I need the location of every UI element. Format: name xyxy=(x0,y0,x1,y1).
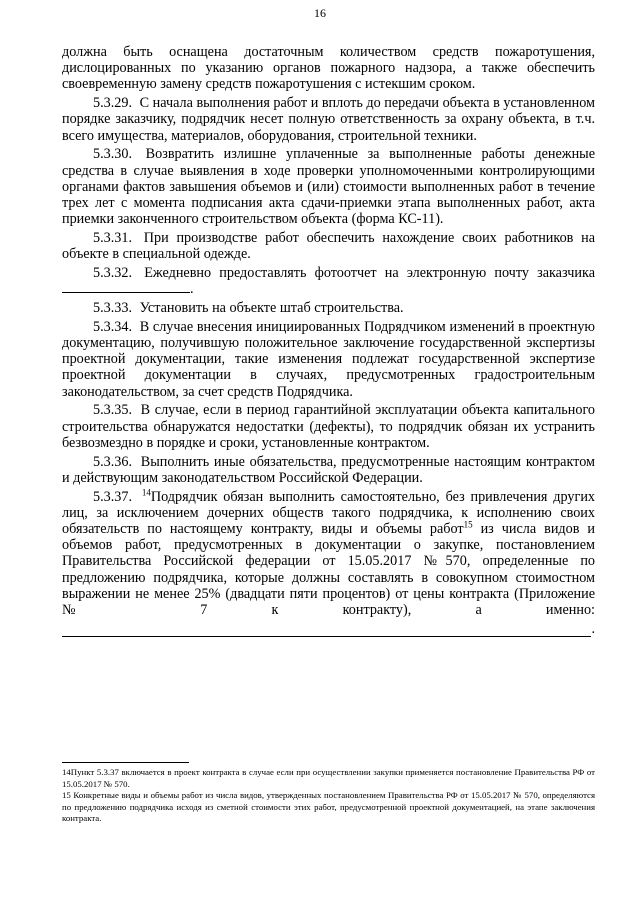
clause-5-3-33 xyxy=(62,300,595,316)
clause-text: Ежедневно предоставлять фотоотчет на электронную почту заказчика xyxy=(144,265,595,282)
clause-5-3-32 xyxy=(62,265,595,297)
clause-text-continued: из числа видов и объемов работ, предусмотренных в документации о закупке, постановлением Правительства Российской федерации от 15.05.2017 №570, определенные по предложению подрядчика, которые должны составлять в совокупном стоимостном выражении не менее 25% (двадцати пяти процентов) от цены контракта (Приложение № 7 к контракту), а именно: xyxy=(62,521,595,619)
fill-in-line xyxy=(62,621,595,637)
clause-number: 5.3.36. xyxy=(93,453,133,470)
contract-body xyxy=(62,44,595,637)
clause-text: Подрядчик обязан выполнить самостоятельно, без привлечения других лиц, за исключением дочерних обществ такого подрядчика, к исполнению своих обязательств по настоящему контракту, виды и объемы работ xyxy=(62,488,596,538)
footnote-ref-15: 15 xyxy=(463,519,473,530)
clause-number: 5.3.37. xyxy=(93,488,133,505)
clause-number: 5.3.30. xyxy=(93,146,133,163)
footnote-15: 15 Конкретные виды и объемы работ из числа видов, утвержденных постановлением Правительства РФ от 15.05.2017 № 570, определяются по предложению подрядчика исходя из сметной стоимости этих работ, предусмотренной проектной документацией, на этапе заключения контракта. xyxy=(62,790,595,824)
clause-text: При производстве работ обеспечить нахождение своих работников на объекте в специальной одежде. xyxy=(62,230,596,263)
page-number: 16 xyxy=(314,6,326,20)
clause-text: В случае, если в период гарантийной эксплуатации объекта капитального строительства обнаружатся недостатки (дефекты), то подрядчик обязан их устранить безвозмездно в порядке и сроки, установленные контрактом. xyxy=(62,402,596,451)
footnotes xyxy=(62,767,595,825)
clause-number: 5.3.35. xyxy=(93,402,133,419)
fill-in-end-mark: . xyxy=(591,620,595,637)
clause-number: 5.3.34. xyxy=(93,318,133,335)
clause-number: 5.3.33. xyxy=(93,300,133,317)
blank-rule xyxy=(62,627,591,637)
clause-5-3-30 xyxy=(62,146,595,227)
clause-text: Выполнить иные обязательства, предусмотренные настоящим контрактом и действующим законодательством Российской Федерации. xyxy=(62,453,595,486)
clause-number: 5.3.31. xyxy=(93,230,133,247)
clause-5-3-29 xyxy=(62,95,595,144)
footnote-14: 14Пункт 5.3.37 включается в проект контракта в случае если при осуществлении закупки применяется постановление Правительства РФ от 15.05.2017 № 570. xyxy=(62,767,595,789)
clause-5-3-36 xyxy=(62,454,595,486)
clause-number: 5.3.29. xyxy=(93,95,133,112)
footnote-ref-14: 14 xyxy=(141,486,151,497)
clause-5-3-35 xyxy=(62,402,595,451)
clause-text: В случае внесения инициированных Подрядчиком изменений в проектную документацию, получившую положительное заключение государственной экспертизы проектной документации, такие изменения подлежат государственной экспертизе проектной документации в случаях, предусмотренных градостроительным законодательством, за счет средств Подрядчика. xyxy=(62,318,596,400)
clause-text: С начала выполнения работ и вплоть до передачи объекта в установленном порядке заказчику, подрядчик несет полную ответственность за охрану объекта, в т.ч. всего имущества, материалов, оборудования, строительной техники. xyxy=(62,95,596,144)
clause-text: Возвратить излишне уплаченные за выполненные работы денежные средства в случае выявления в ходе проверки уполномоченными контролирующими органами фактов завышения объемов и (или) стоимости выполненных работ в течение трех лет с момента подписания акта сдачи-приемки этапа выполненных работ, акта приемки законченного строительством объекта (форма КС-11). xyxy=(62,146,596,228)
clause-5-3-31 xyxy=(62,230,595,262)
footnote-separator xyxy=(62,762,189,763)
clause-5-3-34 xyxy=(62,319,595,400)
clause-end-mark: . xyxy=(190,281,194,298)
email-blank-line xyxy=(62,292,190,293)
clause-5-3-37 xyxy=(62,486,596,619)
clause-number: 5.3.32. xyxy=(93,265,133,282)
paragraph-continuation: должна быть оснащена достаточным количеством средств пожаротушения, дислоцированных по указанию органов пожарного надзора, а также обеспечить своевременную замену средств пожаротушения с истекшим сроком. xyxy=(62,44,595,93)
clause-text: Установить на объекте штаб строительства. xyxy=(139,300,404,317)
